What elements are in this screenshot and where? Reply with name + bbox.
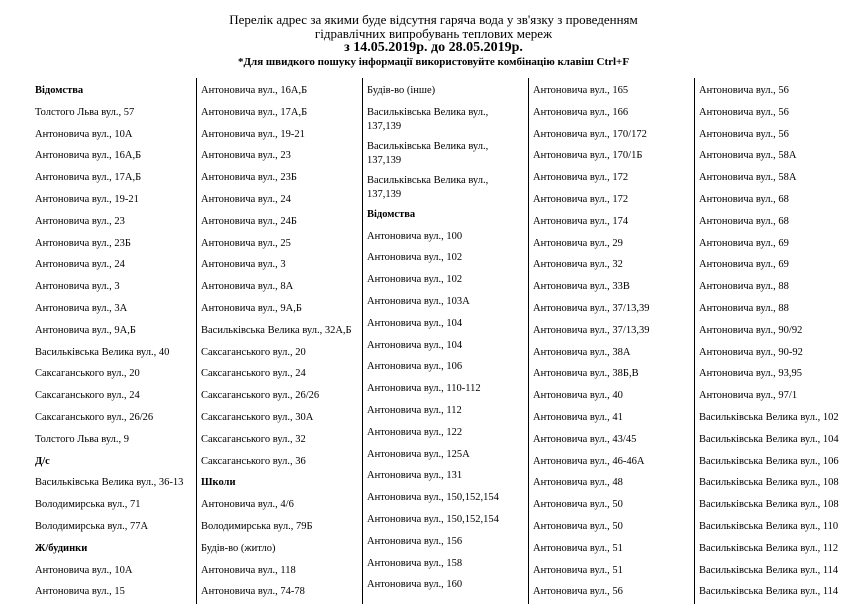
address-entry: Антоновича вул., 174	[533, 215, 629, 227]
category-heading: Школи	[201, 477, 236, 489]
address-entry: Антоновича вул., 102	[367, 274, 463, 286]
address-entry: Антоновича вул., 16А,Б	[201, 85, 308, 96]
address-entry: Антоновича вул., 10А	[35, 564, 133, 576]
address-entry: Антоновича вул., 56	[699, 106, 789, 118]
address-entry: Антоновича вул., 88	[699, 281, 789, 293]
address-entry: Антоновича вул., 38Б,В	[533, 368, 639, 380]
address-entry: Толстого Льва вул., 9	[35, 433, 130, 445]
address-entry: Антоновича вул., 51	[533, 542, 623, 554]
address-entry: Антоновича вул., 150,152,154	[367, 514, 499, 525]
address-entry: Васильківська Велика вул., 137,139	[367, 140, 489, 166]
address-entry: Васильківська Велика вул., 106	[699, 455, 839, 467]
address-entry: Антоновича вул., 90-92	[699, 346, 803, 358]
address-entry: Антоновича вул., 158	[367, 557, 463, 569]
address-entry: Саксаганського вул., 20	[201, 346, 306, 358]
address-entry: Антоновича вул., 170/1Б	[533, 150, 643, 162]
address-entry: Антоновича вул., 24	[201, 194, 291, 205]
address-entry: Антоновича вул., 19-21	[201, 128, 305, 140]
address-entry: Антоновича вул., 24	[35, 259, 125, 271]
address-entry: Васильківська Велика вул., 36-13	[35, 477, 184, 489]
address-entry: Антоновича вул., 150,152,154	[367, 492, 499, 504]
address-entry: Антоновича вул., 32	[533, 259, 623, 271]
address-entry: Антоновича вул., 166	[533, 106, 629, 118]
address-entry: Васильківська Велика вул., 112	[699, 542, 839, 554]
address-entry: Антоновича вул., 46-46А	[533, 455, 645, 467]
address-entry: Антоновича вул., 41	[533, 412, 623, 423]
address-entry: Антоновича вул., 172	[533, 172, 629, 184]
address-entry: Антоновича вул., 50	[533, 521, 623, 532]
address-entry: Антоновича вул., 58А	[699, 150, 797, 162]
address-entry: Саксаганського вул., 26/26	[35, 412, 154, 423]
address-entry: Антоновича вул., 122	[367, 426, 463, 438]
address-entry: Васильківська Велика вул., 40	[35, 346, 170, 358]
address-entry: Антоновича вул., 58А	[699, 172, 797, 184]
address-entry: Антоновича вул., 104	[367, 339, 463, 351]
address-entry: Антоновича вул., 88	[699, 303, 789, 314]
address-entry: Антоновича вул., 68	[699, 194, 789, 205]
address-entry: Антоновича вул., 160	[367, 579, 463, 591]
address-entry: Саксаганського вул., 26/26	[201, 390, 320, 402]
address-entry: Антоновича вул., 37/13,39	[533, 324, 650, 336]
address-entry: Васильківська Велика вул., 114	[699, 564, 839, 576]
address-entry: Антоновича вул., 16А,Б	[35, 150, 142, 162]
address-entry: Антоновича вул., 4/6	[201, 499, 294, 511]
address-entry: Васильківська Велика вул., 137,139	[367, 106, 489, 132]
address-entry: Володимирська вул., 79Б	[201, 521, 313, 532]
category-heading: Ж/будинки	[35, 542, 88, 554]
address-entry: Васильківська Велика вул., 108	[699, 477, 839, 489]
category-heading: Відомства	[367, 208, 416, 220]
address-column-5	[694, 78, 844, 604]
address-entry: Володимирська вул., 71	[35, 499, 141, 511]
address-entry: Антоновича вул., 97/1	[699, 390, 798, 402]
address-entry: Антоновича вул., 3А	[35, 303, 128, 314]
address-entry: Васильківська Велика вул., 108	[699, 499, 839, 511]
address-entry: Васильківська Велика вул., 137,139	[367, 174, 489, 200]
address-entry: Будів-во (житло)	[201, 542, 276, 554]
address-entry: Антоновича вул., 100	[367, 230, 463, 242]
address-entry: Антоновича вул., 3	[35, 281, 120, 293]
address-entry: Антоновича вул., 24Б	[201, 215, 297, 227]
address-entry: Антоновича вул., 23Б	[35, 237, 131, 249]
address-entry: Антоновича вул., 56	[699, 128, 789, 140]
address-entry: Антоновича вул., 102	[367, 252, 463, 264]
address-entry: Антоновича вул., 93,95	[699, 368, 803, 380]
address-entry: Антоновича вул., 104	[367, 317, 463, 329]
header-title-line-2: гідравлічних випробувань теплових мереж	[314, 26, 553, 41]
address-entry: Антоновича вул., 103А	[367, 296, 470, 307]
address-entry: Саксаганського вул., 20	[35, 368, 140, 380]
address-entry: Антоновича вул., 131	[367, 470, 463, 482]
address-entry: Антоновича вул., 9А,Б	[35, 324, 136, 336]
address-entry: Антоновича вул., 50	[533, 499, 623, 511]
category-heading: Д/с	[35, 455, 50, 467]
category-heading: Відомства	[35, 85, 84, 96]
address-entry: Антоновича вул., 69	[699, 237, 789, 249]
address-entry: Антоновича вул., 33В	[533, 281, 630, 293]
address-entry: Саксаганського вул., 24	[35, 390, 140, 402]
address-entry: Антоновича вул., 29	[533, 237, 623, 249]
address-entry: Антоновича вул., 172	[533, 194, 629, 205]
address-entry: Антоновича вул., 165	[533, 85, 629, 96]
address-column-2	[196, 78, 363, 604]
address-entry: Антоновича вул., 19-21	[35, 194, 139, 205]
address-entry: Антоновича вул., 15	[35, 586, 125, 598]
address-entry: Антоновича вул., 118	[201, 564, 296, 576]
address-entry: Антоновича вул., 10А	[35, 128, 133, 140]
address-entry: Антоновича вул., 170/172	[533, 128, 647, 140]
address-column-4	[528, 78, 695, 604]
address-entry: Васильківська Велика вул., 102	[699, 412, 839, 423]
address-entry: Антоновича вул., 43/45	[533, 433, 637, 445]
address-entry: Антоновича вул., 25	[201, 237, 291, 249]
address-column-1	[30, 78, 197, 604]
address-entry: Антоновича вул., 106	[367, 361, 463, 373]
address-entry: Антоновича вул., 68	[699, 215, 789, 227]
address-entry: Будів-во (інше)	[367, 85, 436, 96]
address-entry: Антоновича вул., 23	[35, 215, 125, 227]
address-entry: Антоновича вул., 48	[533, 477, 623, 489]
address-entry: Антоновича вул., 112	[367, 405, 462, 416]
address-entry: Васильківська Велика вул., 32А,Б	[201, 324, 352, 336]
address-entry: Антоновича вул., 9А,Б	[201, 303, 302, 314]
address-entry: Антоновича вул., 3	[201, 259, 286, 271]
address-entry: Антоновича вул., 17А,Б	[35, 172, 142, 184]
address-entry: Саксаганського вул., 36	[201, 455, 306, 467]
header-search-hint: *Для швидкого пошуку інформації використовуйте комбінацію клавіш Ctrl+F	[237, 56, 630, 68]
address-entry: Антоновича вул., 56	[533, 586, 623, 598]
address-entry: Саксаганського вул., 24	[201, 368, 306, 380]
address-entry: Саксаганського вул., 32	[201, 433, 306, 445]
address-entry: Антоновича вул., 23Б	[201, 172, 297, 184]
address-entry: Антоновича вул., 8А	[201, 281, 294, 293]
address-entry: Антоновича вул., 51	[533, 564, 623, 576]
header-date-range: з 14.05.2019р. до 28.05.2019р.	[344, 40, 523, 55]
address-entry: Антоновича вул., 90/92	[699, 324, 803, 336]
address-entry: Володимирська вул., 77А	[35, 521, 149, 532]
address-entry: Антоновича вул., 23	[201, 150, 291, 162]
address-entry: Саксаганського вул., 30А	[201, 412, 314, 423]
address-column-3	[362, 78, 529, 604]
address-entry: Антоновича вул., 38А	[533, 346, 631, 358]
address-entry: Васильківська Велика вул., 110	[699, 521, 839, 532]
address-entry: Антоновича вул., 56	[699, 85, 789, 96]
address-entry: Васильківська Велика вул., 114	[699, 586, 839, 598]
address-entry: Антоновича вул., 110-112	[367, 383, 481, 395]
address-entry: Антоновича вул., 17А,Б	[201, 106, 308, 118]
address-entry: Антоновича вул., 156	[367, 535, 463, 547]
address-entry: Антоновича вул., 74-78	[201, 586, 305, 598]
header-title-line-1: Перелік адрес за якими буде відсутня гаряча вода у зв'язку з проведенням	[229, 12, 638, 27]
address-entry: Антоновича вул., 40	[533, 390, 623, 402]
address-entry: Антоновича вул., 69	[699, 259, 789, 271]
address-entry: Васильківська Велика вул., 104	[699, 433, 839, 445]
address-entry: Антоновича вул., 37/13,39	[533, 303, 650, 314]
address-entry: Антоновича вул., 125А	[367, 448, 470, 460]
address-entry: Толстого Льва вул., 57	[35, 106, 135, 118]
